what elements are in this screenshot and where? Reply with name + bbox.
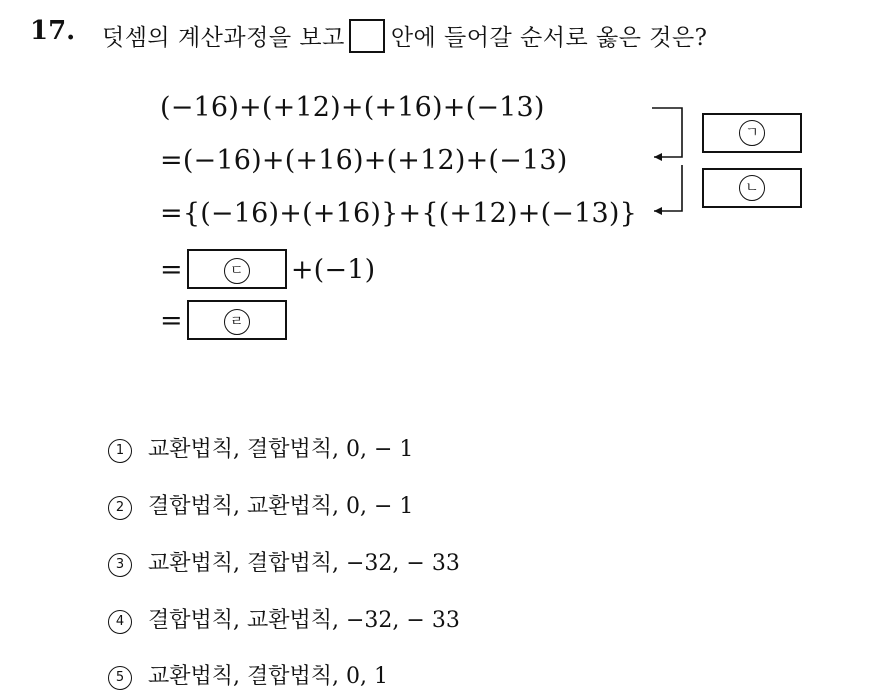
work-line-4	[160, 251, 375, 291]
choice-text: 결합법칙, 교환법칙, −32, − 33	[148, 608, 460, 633]
arrow-head-b-icon	[654, 207, 662, 215]
arrow-bracket-a	[652, 108, 682, 157]
equals-sign: =	[160, 254, 183, 286]
circled-label-d: ㄹ	[224, 309, 250, 335]
choice-4[interactable]	[108, 603, 460, 634]
question-text-after: 안에 들어갈 순서로 옳은 것은?	[390, 25, 708, 51]
work-line-2: =(−16)+(+16)+(+12)+(−13)	[160, 145, 568, 176]
equals-sign: =	[160, 305, 183, 337]
choice-text: 교환법칙, 결합법칙, 0, − 1	[148, 437, 414, 462]
circled-label-b: ㄴ	[739, 175, 765, 201]
choice-text: 교환법칙, 결합법칙, −32, − 33	[148, 551, 460, 576]
choice-1[interactable]	[108, 432, 413, 463]
answer-box-b	[702, 168, 802, 208]
question-text	[102, 19, 708, 56]
question-number: 17.	[30, 16, 76, 46]
choice-number-icon: 2	[108, 496, 132, 520]
choice-text: 결합법칙, 교환법칙, 0, − 1	[148, 494, 414, 519]
work-line-3: ={(−16)+(+16)}+{(+12)+(−13)}	[160, 198, 637, 229]
circled-label-a: ㄱ	[739, 120, 765, 146]
blank-box-symbol	[349, 19, 385, 53]
choice-number-icon: 5	[108, 666, 132, 690]
choice-number-icon: 1	[108, 439, 132, 463]
step-arrows	[640, 95, 700, 225]
answer-box-d	[187, 300, 287, 340]
choice-number-icon: 4	[108, 610, 132, 634]
arrow-bracket-b	[654, 165, 682, 211]
work-line-4-tail: +(−1)	[290, 254, 376, 286]
work-line-1: (−16)+(+12)+(+16)+(−13)	[160, 92, 545, 123]
choice-5[interactable]	[108, 659, 388, 690]
choice-3[interactable]	[108, 546, 460, 577]
question-text-before: 덧셈의 계산과정을 보고	[102, 25, 345, 51]
circled-label-c: ㄷ	[224, 258, 250, 284]
choice-2[interactable]	[108, 489, 413, 520]
work-line-5	[160, 302, 291, 342]
answer-box-c	[187, 249, 287, 289]
choice-number-icon: 3	[108, 553, 132, 577]
choice-text: 교환법칙, 결합법칙, 0, 1	[148, 664, 388, 689]
answer-box-a	[702, 113, 802, 153]
arrow-head-a-icon	[654, 153, 662, 161]
